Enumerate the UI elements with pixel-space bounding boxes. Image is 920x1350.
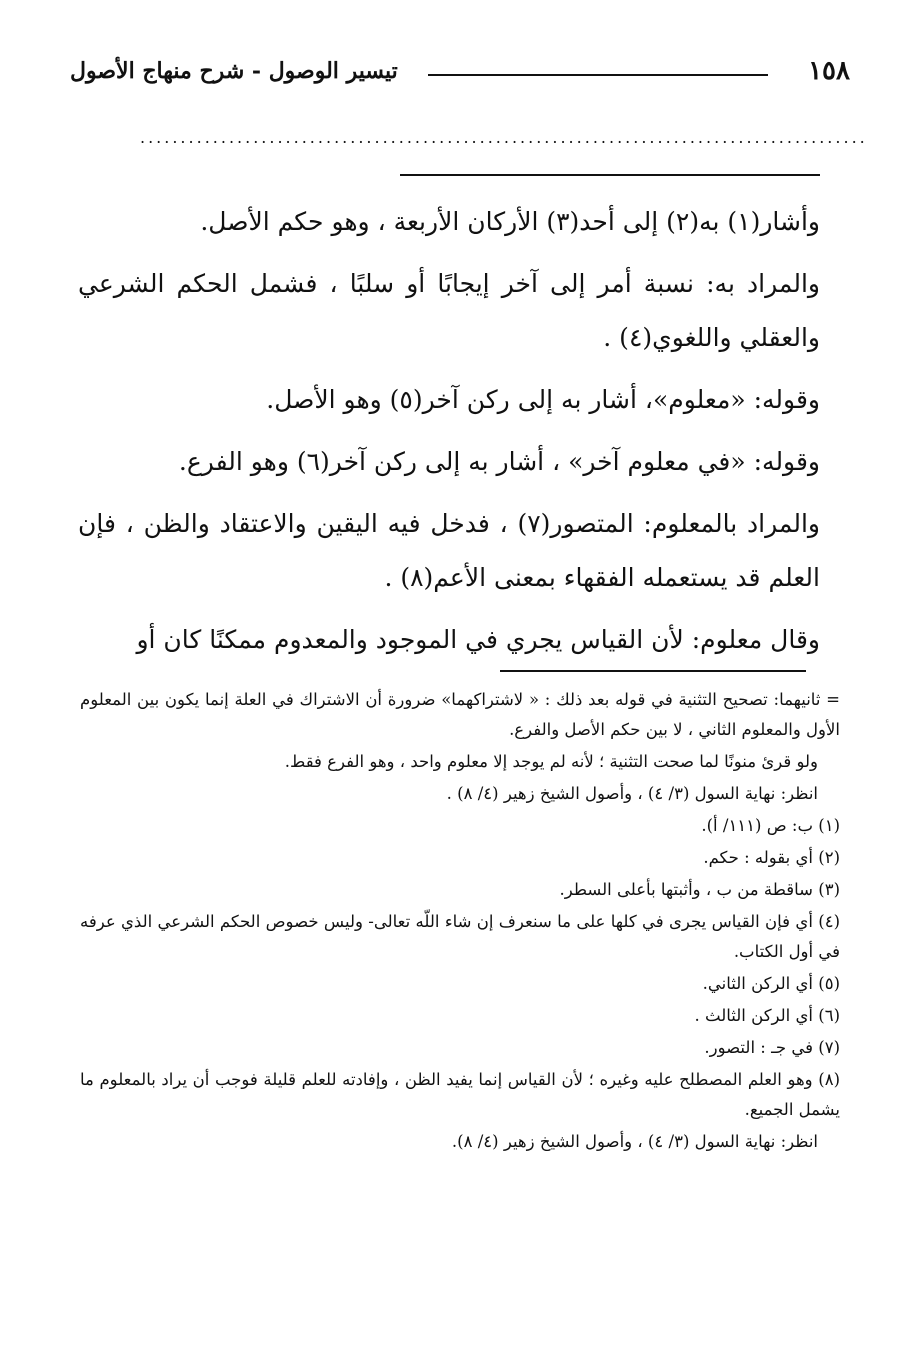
footnote-continuation: ولو قرئ منونًا لما صحت التثنية ؛ لأنه لم يوجد إلا معلوم واحد ، وهو الفرع فقط. <box>284 752 818 771</box>
running-header <box>70 52 850 96</box>
footnote-item: (١) ب: ص (١١١/ أ). <box>701 816 840 835</box>
paragraph: والمراد به: نسبة أمر إلى آخر إيجابًا أو سلبًا ، فشمل الحكم الشرعي والعقلي واللغوي(٤) . <box>78 269 820 352</box>
running-title: تيسير الوصول - شرح منهاج الأصول <box>70 58 398 84</box>
paragraph: وأشار(١) به(٢) إلى أحد(٣) الأركان الأربعة ، وهو حكم الأصل. <box>200 207 820 236</box>
paragraph: وقال معلوم: لأن القياس يجري في الموجود والمعدوم ممكنًا كان أو <box>136 625 820 654</box>
footnote-item: (٢) أي بقوله : حكم. <box>703 848 840 867</box>
separator-dots: .......................................................................................... <box>140 128 868 147</box>
paragraph: وقوله: «معلوم»، أشار به إلى ركن آخر(٥) وهو الأصل. <box>266 385 820 414</box>
paragraph: وقوله: «في معلوم آخر» ، أشار به إلى ركن آخر(٦) وهو الفرع. <box>178 447 820 476</box>
footnote-item: (٧) في جـ : التصور. <box>704 1038 840 1057</box>
footnote-item: (٥) أي الركن الثاني. <box>702 974 840 993</box>
footnote-rule <box>500 670 806 672</box>
page-number: ١٥٨ <box>808 56 850 86</box>
footnotes <box>80 685 840 1159</box>
footnote-reference: انظر: نهاية السول (٣/ ٤) ، وأصول الشيخ زهير (٤/ ٨). <box>451 1132 818 1151</box>
footnote-item: (٣) ساقطة من ب ، وأثبتها بأعلى السطر. <box>559 880 840 899</box>
header-rule <box>428 74 768 76</box>
footnote-item: (٨) وهو العلم المصطلح عليه وغيره ؛ لأن القياس إنما يفيد الظن ، وإفادته للعلم قليلة فوجب أن يراد بالمعلوم ما يشمل الجميع. <box>80 1070 840 1119</box>
main-text <box>78 195 820 675</box>
footnote-reference: انظر: نهاية السول (٣/ ٤) ، وأصول الشيخ زهير (٤/ ٨) . <box>446 784 818 803</box>
footnote-continuation: = ثانيهما: تصحيح التثنية في قوله بعد ذلك : « لاشتراكهما» ضرورة أن الاشتراك في العلة إنما يكون بين المعلوم الأول والمعلوم الثاني ، لا بين حكم الأصل والفرع. <box>80 690 840 739</box>
footnote-item: (٤) أي فإن القياس يجرى في كلها على ما سنعرف إن شاء اللّه تعالى- وليس خصوص الحكم الشرعي الذي عرفه في أول الكتاب. <box>80 912 840 961</box>
top-rule <box>400 174 820 176</box>
footnote-item: (٦) أي الركن الثالث . <box>694 1006 840 1025</box>
paragraph: والمراد بالمعلوم: المتصور(٧) ، فدخل فيه اليقين والاعتقاد والظن ، فإن العلم قد يستعمله الفقهاء بمعنى الأعم(٨) . <box>78 509 820 592</box>
